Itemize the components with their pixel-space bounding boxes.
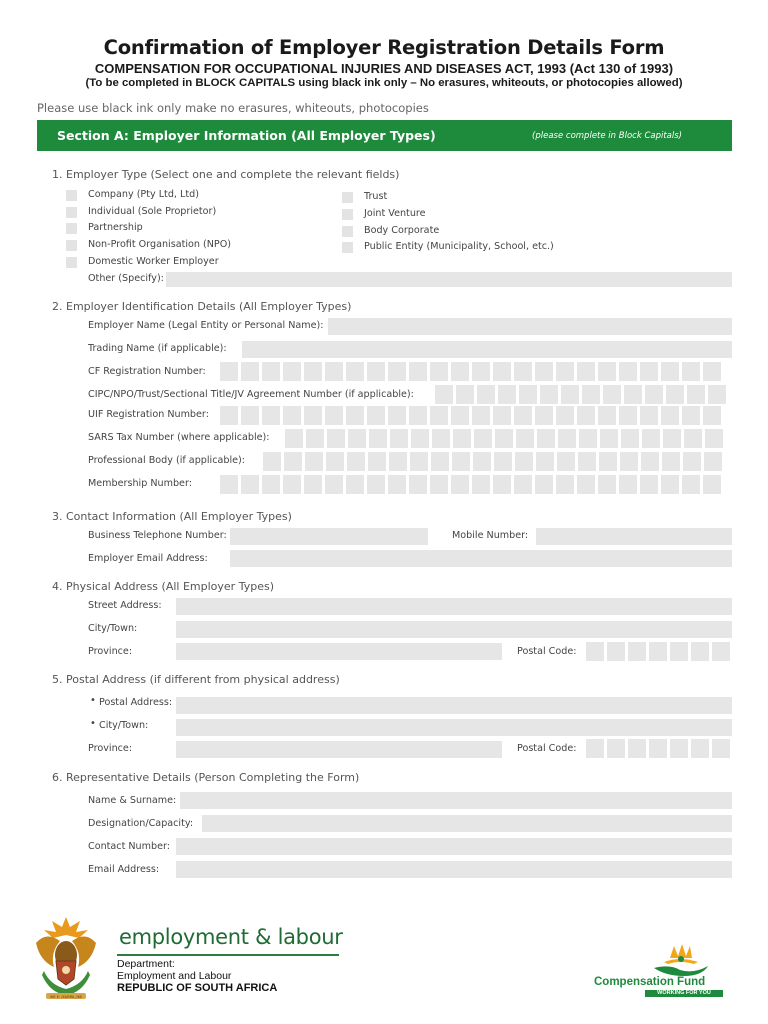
uif-boxes[interactable] <box>220 406 721 425</box>
option-company: Company (Pty Ltd, Ltd) <box>88 189 199 200</box>
char-box[interactable] <box>367 406 385 425</box>
char-box[interactable] <box>347 452 365 471</box>
other-label: Other (Specify): <box>88 273 164 284</box>
char-box[interactable] <box>577 475 595 494</box>
rep-contact-field[interactable] <box>176 838 732 855</box>
char-box[interactable] <box>220 406 238 425</box>
char-box[interactable] <box>472 362 490 381</box>
char-box[interactable] <box>519 385 537 404</box>
province-label: Province: <box>88 646 133 657</box>
cf-reg-boxes[interactable] <box>220 362 721 381</box>
mobile-label: Mobile Number: <box>452 530 529 541</box>
char-box[interactable] <box>368 452 386 471</box>
char-box[interactable] <box>640 362 658 381</box>
employer-name-field[interactable] <box>328 318 732 335</box>
cipc-label: CIPC/NPO/Trust/Sectional Title/JV Agreement Number (if applicable): <box>88 389 414 400</box>
char-box[interactable] <box>598 362 616 381</box>
char-box[interactable] <box>472 475 490 494</box>
char-box[interactable] <box>472 406 490 425</box>
char-box[interactable] <box>621 429 639 448</box>
char-box[interactable] <box>670 642 688 661</box>
char-box[interactable] <box>389 452 407 471</box>
section-note: (please complete in Block Capitals) <box>532 130 682 141</box>
uif-label: UIF Registration Number: <box>88 409 209 420</box>
postal-province-label: Province: <box>88 743 133 754</box>
char-box[interactable] <box>390 429 408 448</box>
char-box[interactable] <box>628 739 646 758</box>
char-box[interactable] <box>409 406 427 425</box>
char-box[interactable] <box>283 362 301 381</box>
checkbox-npo[interactable] <box>66 240 77 251</box>
char-box[interactable] <box>241 406 259 425</box>
char-box[interactable] <box>682 406 700 425</box>
char-box[interactable] <box>628 642 646 661</box>
cf-reg-label: CF Registration Number: <box>88 366 206 377</box>
char-box[interactable] <box>411 429 429 448</box>
char-box[interactable] <box>687 385 705 404</box>
coat-motto: !KE E: /XARRA //KE <box>49 995 83 999</box>
char-box[interactable] <box>624 385 642 404</box>
membership-label: Membership Number: <box>88 478 192 489</box>
char-box[interactable] <box>367 475 385 494</box>
q4-heading: 4. Physical Address (All Employer Types) <box>52 580 274 593</box>
postal-city-field[interactable] <box>176 719 732 736</box>
postal-code-label: Postal Code: <box>517 646 577 657</box>
char-box[interactable] <box>220 362 238 381</box>
q3-heading: 3. Contact Information (All Employer Types) <box>52 510 292 523</box>
char-box[interactable] <box>346 362 364 381</box>
other-specify-field[interactable] <box>166 272 732 287</box>
char-box[interactable] <box>474 429 492 448</box>
checkbox-body-corporate[interactable] <box>342 226 353 237</box>
char-box[interactable] <box>666 385 684 404</box>
char-box[interactable] <box>367 362 385 381</box>
char-box[interactable] <box>607 642 625 661</box>
char-box[interactable] <box>691 642 709 661</box>
char-box[interactable] <box>515 452 533 471</box>
char-box[interactable] <box>430 406 448 425</box>
char-box[interactable] <box>348 429 366 448</box>
trading-name-label: Trading Name (if applicable): <box>88 343 227 354</box>
q5-heading: 5. Postal Address (if different from physical address) <box>52 673 340 686</box>
ink-instruction: Please use black ink only make no erasures, whiteouts, photocopies <box>37 101 429 115</box>
char-box[interactable] <box>641 452 659 471</box>
postal-code-boxes-2[interactable] <box>586 739 730 758</box>
cipc-boxes[interactable] <box>435 385 726 404</box>
form-note: (To be completed in BLOCK CAPITALS using black ink only – No erasures, whiteouts, or photocopies allowed) <box>85 77 683 89</box>
char-box[interactable] <box>473 452 491 471</box>
char-box[interactable] <box>325 362 343 381</box>
footer-divider <box>117 954 339 956</box>
postal-city-label: City/Town: <box>99 720 149 731</box>
char-box[interactable] <box>369 429 387 448</box>
char-box[interactable] <box>662 452 680 471</box>
checkbox-individual[interactable] <box>66 207 77 218</box>
char-box[interactable] <box>691 739 709 758</box>
char-box[interactable] <box>556 362 574 381</box>
dept-line-1: Department: <box>117 958 175 970</box>
checkbox-joint-venture[interactable] <box>342 209 353 220</box>
street-field[interactable] <box>176 598 732 615</box>
char-box[interactable] <box>642 429 660 448</box>
street-label: Street Address: <box>88 600 162 611</box>
char-box[interactable] <box>684 429 702 448</box>
checkbox-public-entity[interactable] <box>342 242 353 253</box>
char-box[interactable] <box>582 385 600 404</box>
char-box[interactable] <box>649 739 667 758</box>
char-box[interactable] <box>325 406 343 425</box>
char-box[interactable] <box>619 406 637 425</box>
char-box[interactable] <box>409 475 427 494</box>
char-box[interactable] <box>262 362 280 381</box>
city-field[interactable] <box>176 621 732 638</box>
char-box[interactable] <box>346 475 364 494</box>
char-box[interactable] <box>241 362 259 381</box>
char-box[interactable] <box>579 429 597 448</box>
char-box[interactable] <box>493 406 511 425</box>
char-box[interactable] <box>619 475 637 494</box>
char-box[interactable] <box>435 385 453 404</box>
char-box[interactable] <box>430 362 448 381</box>
char-box[interactable] <box>682 475 700 494</box>
mobile-field[interactable] <box>536 528 732 545</box>
rep-contact-label: Contact Number: <box>88 841 170 852</box>
char-box[interactable] <box>516 429 534 448</box>
form-header <box>0 36 768 89</box>
char-box[interactable] <box>682 362 700 381</box>
char-box[interactable] <box>283 475 301 494</box>
compensation-fund-name: Compensation Fund <box>594 976 706 988</box>
char-box[interactable] <box>620 452 638 471</box>
char-box[interactable] <box>577 362 595 381</box>
char-box[interactable] <box>493 362 511 381</box>
char-box[interactable] <box>410 452 428 471</box>
char-box[interactable] <box>409 362 427 381</box>
char-box[interactable] <box>577 406 595 425</box>
checkbox-domestic[interactable] <box>66 257 77 268</box>
char-box[interactable] <box>451 362 469 381</box>
char-box[interactable] <box>661 406 679 425</box>
char-box[interactable] <box>703 475 721 494</box>
char-box[interactable] <box>494 452 512 471</box>
char-box[interactable] <box>557 452 575 471</box>
compensation-fund-logo-icon <box>650 944 712 978</box>
char-box[interactable] <box>712 642 730 661</box>
char-box[interactable] <box>558 429 576 448</box>
char-box[interactable] <box>241 475 259 494</box>
option-public-entity: Public Entity (Municipality, School, etc.) <box>364 241 554 252</box>
rep-designation-field[interactable] <box>202 815 732 832</box>
char-box[interactable] <box>326 452 344 471</box>
char-box[interactable] <box>537 429 555 448</box>
rep-designation-label: Designation/Capacity: <box>88 818 194 829</box>
char-box[interactable] <box>640 406 658 425</box>
dept-line-3: REPUBLIC OF SOUTH AFRICA <box>117 982 278 994</box>
postal-province-field[interactable] <box>176 741 502 758</box>
char-box[interactable] <box>262 406 280 425</box>
bullet-dot: • <box>90 718 96 729</box>
char-box[interactable] <box>663 429 681 448</box>
char-box[interactable] <box>670 739 688 758</box>
char-box[interactable] <box>535 362 553 381</box>
option-partnership: Partnership <box>88 222 143 233</box>
char-box[interactable] <box>495 429 513 448</box>
rep-name-label: Name & Surname: <box>88 795 177 806</box>
char-box[interactable] <box>661 475 679 494</box>
char-box[interactable] <box>712 739 730 758</box>
city-label: City/Town: <box>88 623 138 634</box>
char-box[interactable] <box>607 739 625 758</box>
postal-code-boxes[interactable] <box>586 642 730 661</box>
char-box[interactable] <box>599 452 617 471</box>
employment-labour-logo: employment & labour <box>119 925 343 949</box>
postal-address-label: Postal Address: <box>99 697 173 708</box>
employer-email-field[interactable] <box>230 550 732 567</box>
char-box[interactable] <box>703 362 721 381</box>
char-box[interactable] <box>451 406 469 425</box>
char-box[interactable] <box>498 385 516 404</box>
char-box[interactable] <box>556 475 574 494</box>
section-a-bar <box>37 120 732 151</box>
checkbox-partnership[interactable] <box>66 223 77 234</box>
char-box[interactable] <box>304 475 322 494</box>
char-box[interactable] <box>284 452 302 471</box>
char-box[interactable] <box>263 452 281 471</box>
rep-email-label: Email Address: <box>88 864 160 875</box>
option-individual: Individual (Sole Proprietor) <box>88 206 217 217</box>
char-box[interactable] <box>556 406 574 425</box>
char-box[interactable] <box>285 429 303 448</box>
char-box[interactable] <box>645 385 663 404</box>
postal-address-field[interactable] <box>176 697 732 714</box>
char-box[interactable] <box>346 406 364 425</box>
char-box[interactable] <box>451 475 469 494</box>
checkbox-trust[interactable] <box>342 192 353 203</box>
postal-code-label-2: Postal Code: <box>517 743 577 754</box>
option-body-corporate: Body Corporate <box>364 225 440 236</box>
char-box[interactable] <box>388 362 406 381</box>
q1-heading: 1. Employer Type (Select one and complete the relevant fields) <box>52 168 400 181</box>
char-box[interactable] <box>535 406 553 425</box>
prof-body-label: Professional Body (if applicable): <box>88 455 245 466</box>
char-box[interactable] <box>514 362 532 381</box>
rep-name-field[interactable] <box>180 792 732 809</box>
form-subtitle: COMPENSATION FOR OCCUPATIONAL INJURIES AND DISEASES ACT, 1993 (Act 130 of 1993) <box>94 61 674 76</box>
employer-name-label: Employer Name (Legal Entity or Personal Name): <box>88 320 324 331</box>
char-box[interactable] <box>703 406 721 425</box>
char-box[interactable] <box>430 475 448 494</box>
char-box[interactable] <box>598 406 616 425</box>
char-box[interactable] <box>452 452 470 471</box>
char-box[interactable] <box>535 475 553 494</box>
char-box[interactable] <box>514 475 532 494</box>
char-box[interactable] <box>705 429 723 448</box>
char-box[interactable] <box>561 385 579 404</box>
char-box[interactable] <box>432 429 450 448</box>
char-box[interactable] <box>640 475 658 494</box>
char-box[interactable] <box>536 452 554 471</box>
char-box[interactable] <box>514 406 532 425</box>
char-box[interactable] <box>683 452 701 471</box>
option-npo: Non-Profit Organisation (NPO) <box>88 239 232 250</box>
char-box[interactable] <box>586 739 604 758</box>
rep-email-field[interactable] <box>176 861 732 878</box>
business-tel-label: Business Telephone Number: <box>88 530 227 541</box>
sars-boxes[interactable] <box>285 429 723 448</box>
char-box[interactable] <box>600 429 618 448</box>
membership-boxes[interactable] <box>220 475 721 494</box>
option-trust: Trust <box>364 191 388 202</box>
char-box[interactable] <box>305 452 323 471</box>
char-box[interactable] <box>649 642 667 661</box>
section-title: Section A: Employer Information (All Employer Types) <box>57 128 436 143</box>
compensation-fund-tagline: WORKING FOR YOU <box>645 990 723 997</box>
sars-label: SARS Tax Number (where applicable): <box>88 432 270 443</box>
char-box[interactable] <box>578 452 596 471</box>
bullet-dot: • <box>90 695 96 706</box>
char-box[interactable] <box>619 362 637 381</box>
coat-of-arms-icon <box>30 913 102 1003</box>
char-box[interactable] <box>325 475 343 494</box>
char-box[interactable] <box>388 406 406 425</box>
char-box[interactable] <box>327 429 345 448</box>
checkbox-company[interactable] <box>66 190 77 201</box>
form-title: Confirmation of Employer Registration Details Form <box>103 36 665 59</box>
char-box[interactable] <box>586 642 604 661</box>
char-box[interactable] <box>262 475 280 494</box>
option-domestic: Domestic Worker Employer <box>88 256 219 267</box>
employer-email-label: Employer Email Address: <box>88 553 208 564</box>
char-box[interactable] <box>704 452 722 471</box>
char-box[interactable] <box>304 362 322 381</box>
char-box[interactable] <box>306 429 324 448</box>
char-box[interactable] <box>493 475 511 494</box>
department-block <box>117 958 277 994</box>
char-box[interactable] <box>661 362 679 381</box>
q2-heading: 2. Employer Identification Details (All Employer Types) <box>52 300 352 313</box>
char-box[interactable] <box>708 385 726 404</box>
char-box[interactable] <box>220 475 238 494</box>
char-box[interactable] <box>598 475 616 494</box>
char-box[interactable] <box>453 429 471 448</box>
option-joint-venture: Joint Venture <box>364 208 426 219</box>
char-box[interactable] <box>603 385 621 404</box>
trading-name-field[interactable] <box>242 341 732 358</box>
char-box[interactable] <box>304 406 322 425</box>
char-box[interactable] <box>540 385 558 404</box>
char-box[interactable] <box>477 385 495 404</box>
business-tel-field[interactable] <box>230 528 428 545</box>
char-box[interactable] <box>283 406 301 425</box>
char-box[interactable] <box>388 475 406 494</box>
dept-line-2: Employment and Labour <box>117 970 232 982</box>
char-box[interactable] <box>431 452 449 471</box>
prof-body-boxes[interactable] <box>263 452 722 471</box>
char-box[interactable] <box>456 385 474 404</box>
province-field[interactable] <box>176 643 502 660</box>
q6-heading: 6. Representative Details (Person Completing the Form) <box>52 771 360 784</box>
